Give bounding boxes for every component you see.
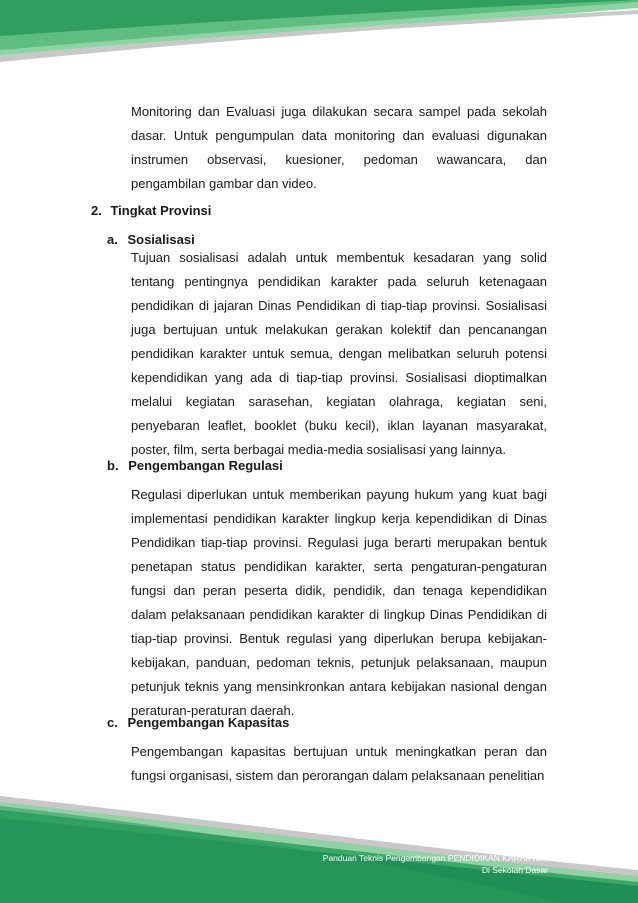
subsection-letter: b. xyxy=(107,458,119,473)
header-decoration xyxy=(0,0,638,90)
intro-paragraph: Monitoring dan Evaluasi juga dilakukan secara sampel pada sekolah dasar. Untuk pengumpulan data monitoring dan evaluasi digunakan instrumen observasi, kuesioner, pedoman wawancara, dan pengambilan gambar dan video. xyxy=(131,104,547,191)
footer-title: Panduan Teknis Pengembangan PENDIDIKAN KARAKTER xyxy=(322,853,548,863)
subsection-heading-kapasitas xyxy=(107,713,289,733)
section-number: 2. xyxy=(91,203,102,218)
subsection-heading-regulasi xyxy=(107,456,283,476)
page-number: 27 xyxy=(532,829,548,845)
sosialisasi-paragraph: Tujuan sosialisasi adalah untuk membentuk kesadaran yang solid tentang pentingnya pendidikan karakter pada seluruh ketenagaan pendidikan di jajaran Dinas Pendidikan di tiap-tiap provinsi. Sosialisasi juga bertujuan untuk melakukan gerakan kolektif dan pencanangan pendidikan karakter untuk semua, dengan melibatkan seluruh potensi kependidikan yang ada di tiap-tiap provinsi. Sosialisasi dioptimalkan melalui kegiatan sarasehan, kegiatan olahraga, kegiatan seni, penyebaran leaflet, booklet (buku kecil), iklan layanan masyarakat, poster, film, serta berbagai media-media sosialisasi yang lainnya. xyxy=(131,250,547,457)
subsection-title: Sosialisasi xyxy=(127,232,195,247)
page-number-underline xyxy=(526,847,548,849)
subsection-title: Pengembangan Regulasi xyxy=(128,458,283,473)
section-title: Tingkat Provinsi xyxy=(110,203,212,218)
subsection-title: Pengembangan Kapasitas xyxy=(127,715,290,730)
subsection-letter: a. xyxy=(107,232,118,247)
subsection-letter: c. xyxy=(107,715,118,730)
section-heading-tingkat-provinsi xyxy=(91,201,211,221)
regulasi-paragraph: Regulasi diperlukan untuk memberikan payung hukum yang kuat bagi implementasi pendidikan karakter lingkup kerja kependidikan di Dinas Pendidikan tiap-tiap provinsi. Regulasi juga berarti merupakan bentuk penetapan status pendidikan karakter, serta pengaturan-pengaturan fungsi dan peran peserta didik, pendidik, dan tenaga kependidikan dalam pelaksanaan pendidikan karakter di lingkup Dinas Pendidikan di tiap-tiap provinsi. Bentuk regulasi yang diperlukan berupa kebijakan-kebijakan, panduan, pedoman teknis, petunjuk pelaksanaan, maupun petunjuk teknis yang mensinkronkan antara kebijakan nasional dengan peraturan-peraturan daerah. xyxy=(131,487,547,718)
footer-subtitle: Di Sekolah Dasar xyxy=(481,865,548,875)
kapasitas-paragraph: Pengembangan kapasitas bertujuan untuk meningkatkan peran dan fungsi organisasi, sistem dan perorangan dalam pelaksanaan penelitian xyxy=(131,744,547,783)
